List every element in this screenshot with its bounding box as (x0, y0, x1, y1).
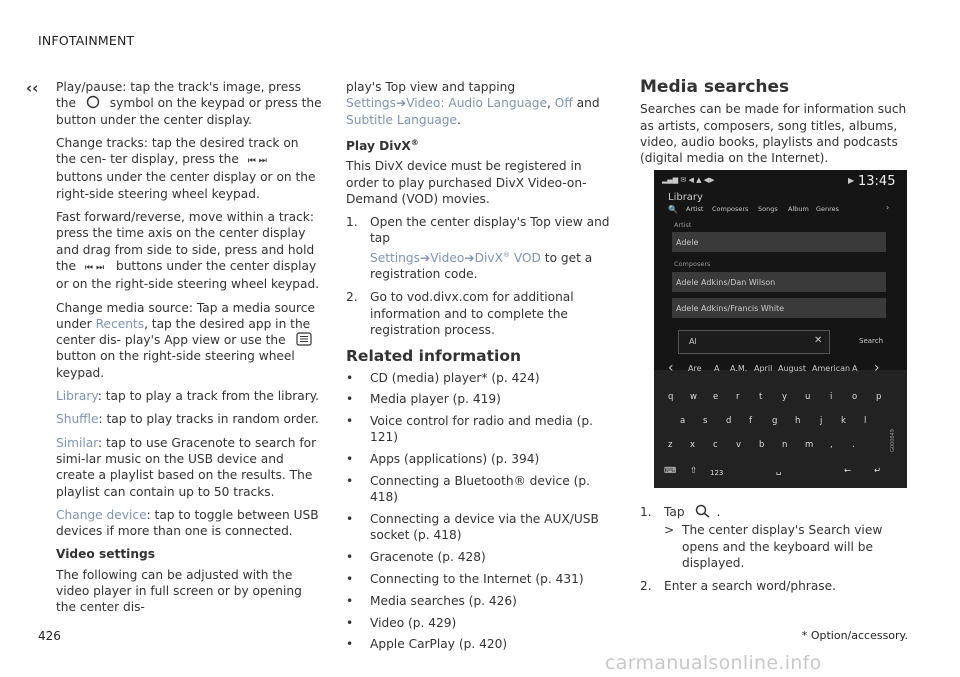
change-source-paragraph: Change media source: Tap a media source under Recents, tap the desired app in the center dis- play's App view or use the button on the right-side steering wheel keypad. (56, 300, 315, 380)
key[interactable]: e (713, 392, 719, 402)
watermark: carmanualsonline.info (605, 652, 822, 674)
footnote: * Option/accessory. (801, 629, 908, 642)
composer-row[interactable]: Adele Adkins/Francis White (672, 298, 886, 318)
suggestion[interactable]: A.M. (730, 364, 748, 373)
media-searches-title: Media searches (640, 77, 790, 97)
middle-column (346, 79, 610, 658)
play-icon: ▶ (848, 176, 855, 185)
related-link[interactable]: • Apple CarPlay (p. 420) (346, 636, 610, 652)
chevron-right-icon[interactable]: › (886, 203, 890, 212)
divx-text: This DivX device must be registered in order to play purchased DivX Video-on-Demand (VOD) movies. (346, 159, 587, 206)
play-divx-heading: Play DivX® (346, 137, 419, 153)
arrow-right-icon: ➔ (396, 96, 407, 111)
composer-row[interactable]: Adele Adkins/Dan Wilson (672, 272, 886, 292)
video-options-paragraph: play's Top view and tapping Settings➔Video: Audio Language, Off and Subtitle Language. (346, 80, 600, 127)
step-item: 1. Open the center display's Top view and tap Settings➔Video➔DivX® VOD to get a registration code. (346, 215, 610, 282)
backspace-icon[interactable]: ← (844, 466, 852, 476)
key[interactable]: . (852, 440, 855, 450)
tab-composers[interactable]: Composers (712, 205, 749, 213)
key[interactable]: v (736, 440, 742, 450)
key[interactable]: m (805, 440, 814, 450)
recents-term: Recents (95, 316, 145, 331)
related-link[interactable]: • Gracenote (p. 428) (346, 549, 610, 565)
artist-header: Artist (674, 221, 692, 229)
key[interactable]: u (805, 392, 811, 402)
suggestion[interactable]: American (812, 364, 851, 373)
suggestion[interactable]: Are (688, 364, 702, 373)
search-icon (695, 504, 711, 518)
related-link[interactable]: • Media player (p. 419) (346, 391, 610, 407)
suggestion[interactable]: A (852, 364, 858, 373)
change-device-item: Change device: tap to toggle between USB devices if more than one is connected. (56, 507, 319, 539)
shuffle-item: Shuffle: tap to play tracks in random order. (56, 412, 319, 427)
change-tracks-paragraph: Change tracks: tap the desired track on the cen- ter display, press the ⏮⏭ buttons under the center display or on the right-side steering wheel keypad. (56, 135, 316, 201)
tab-album[interactable]: Album (788, 205, 809, 213)
numbers-key[interactable]: 123 (710, 469, 724, 477)
suggestion[interactable]: A (714, 364, 720, 373)
key[interactable]: c (713, 440, 718, 450)
key[interactable]: b (759, 440, 765, 450)
key[interactable]: p (876, 392, 882, 402)
center-display-illustration (654, 170, 907, 488)
suggestion[interactable]: August (778, 364, 806, 373)
key[interactable]: n (782, 440, 788, 450)
key[interactable]: a (680, 416, 686, 426)
search-steps (640, 504, 910, 601)
tab-genres[interactable]: Genres (816, 205, 840, 213)
video-settings-text: The following can be adjusted with the video player in full screen or by opening the center dis- (56, 567, 302, 615)
related-link[interactable]: • Media searches (p. 426) (346, 593, 610, 609)
related-link[interactable]: • Video (p. 429) (346, 615, 610, 631)
tab-artist[interactable]: Artist (686, 205, 704, 213)
library-title: Library (668, 192, 703, 203)
related-link[interactable]: • Connecting a Bluetooth® device (p. 418) (346, 473, 610, 506)
library-item: Library: tap to play a track from the library. (56, 389, 320, 404)
key[interactable]: y (782, 392, 788, 402)
step-result: > The center display's Search view opens and the keyboard will be displayed. (664, 523, 883, 570)
circle-button-icon (86, 95, 100, 109)
related-link[interactable]: • Connecting to the Internet (p. 431) (346, 571, 610, 587)
key[interactable]: k (841, 416, 846, 426)
page-number: 426 (38, 629, 61, 643)
key[interactable]: j (820, 416, 823, 426)
video-settings-heading: Video settings (56, 547, 156, 562)
key[interactable]: g (772, 416, 778, 426)
similar-item: Similar: tap to use Gracenote to search for simi-lar music on the USB device and create a playlist based on the results. The playlist can contain up to 50 tracks. (56, 435, 317, 499)
key[interactable]: w (690, 392, 697, 402)
prev-next-icon: ⏮⏭ (247, 156, 270, 167)
key[interactable]: o (852, 392, 858, 402)
key[interactable]: l (864, 416, 867, 426)
key[interactable]: s (703, 416, 708, 426)
key[interactable]: x (690, 440, 696, 450)
artist-row[interactable]: Adele (672, 232, 886, 252)
key[interactable]: r (736, 392, 740, 402)
search-button[interactable]: Search (859, 337, 884, 345)
search-icon: 🔍 (668, 205, 678, 214)
related-link[interactable]: • Voice control for radio and media (p. 121) (346, 413, 610, 446)
search-input[interactable]: Al (689, 337, 697, 346)
continued-mark: ‹‹ (26, 79, 39, 97)
related-link[interactable]: • Apps (applications) (p. 394) (346, 451, 610, 467)
key[interactable]: i (830, 392, 833, 402)
image-code: G000849 (890, 429, 896, 452)
key[interactable]: h (795, 416, 801, 426)
step-item: 1. Tap . > The center display's Search view opens and the keyboard will be displayed. (640, 504, 910, 571)
key[interactable]: q (668, 392, 674, 402)
search-field[interactable] (678, 330, 830, 354)
related-link[interactable]: • Connecting a device via the AUX/USB socket (p. 418) (346, 511, 610, 544)
related-info-heading: Related information (346, 347, 522, 366)
composers-header: Composers (674, 260, 711, 268)
chevron-left-icon[interactable]: ‹ (668, 360, 674, 376)
key[interactable]: , (830, 440, 833, 450)
clock: 13:45 (858, 174, 896, 189)
step-item: 2. Go to vod.divx.com for additional information and to complete the registration process. (346, 290, 574, 337)
step-item: 2. Enter a search word/phrase. (640, 579, 837, 594)
clear-icon[interactable]: ✕ (814, 335, 823, 346)
chevron-right-icon[interactable]: › (874, 360, 880, 376)
arrow-right-icon: ➔ (464, 250, 475, 265)
related-links (346, 370, 610, 653)
menu-button-icon (296, 332, 312, 346)
tab-songs[interactable]: Songs (758, 205, 778, 213)
space-key[interactable]: ␣ (776, 466, 782, 476)
status-bar-icons: ▂▄▆ ✉ ◀ ▲ ◀▶ (662, 176, 715, 184)
fast-forward-paragraph: Fast forward/reverse, move within a track: press the time axis on the center display and drag from side to side, press and hold the ⏮⏭ buttons under the center display or on the right-side steering wheel keypad. (56, 210, 320, 292)
related-link[interactable]: • CD (media) player* (p. 424) (346, 370, 610, 386)
arrow-right-icon: ➔ (420, 250, 431, 265)
shift-icon[interactable]: ⇧ (690, 466, 698, 476)
right-column (640, 79, 910, 173)
left-column (56, 79, 322, 616)
key[interactable]: t (759, 392, 763, 402)
key[interactable]: f (749, 416, 752, 426)
divx-steps (346, 214, 610, 338)
section-header: INFOTAINMENT (38, 33, 135, 48)
prev-next-icon: ⏮⏭ (84, 262, 108, 273)
enter-icon[interactable]: ↵ (874, 466, 882, 476)
key[interactable]: z (668, 440, 673, 450)
suggestion[interactable]: April (754, 364, 773, 373)
key[interactable]: d (726, 416, 732, 426)
media-searches-intro: Searches can be made for information such as artists, composers, song titles, albums, video, audio books, playlists and podcasts (digital media on the Internet). (640, 102, 907, 166)
play-pause-paragraph: Play/pause: tap the track's image, press the symbol on the keypad or press the button under the center display. (56, 80, 322, 127)
keyboard-hide-icon[interactable]: ⌨ (664, 466, 677, 476)
